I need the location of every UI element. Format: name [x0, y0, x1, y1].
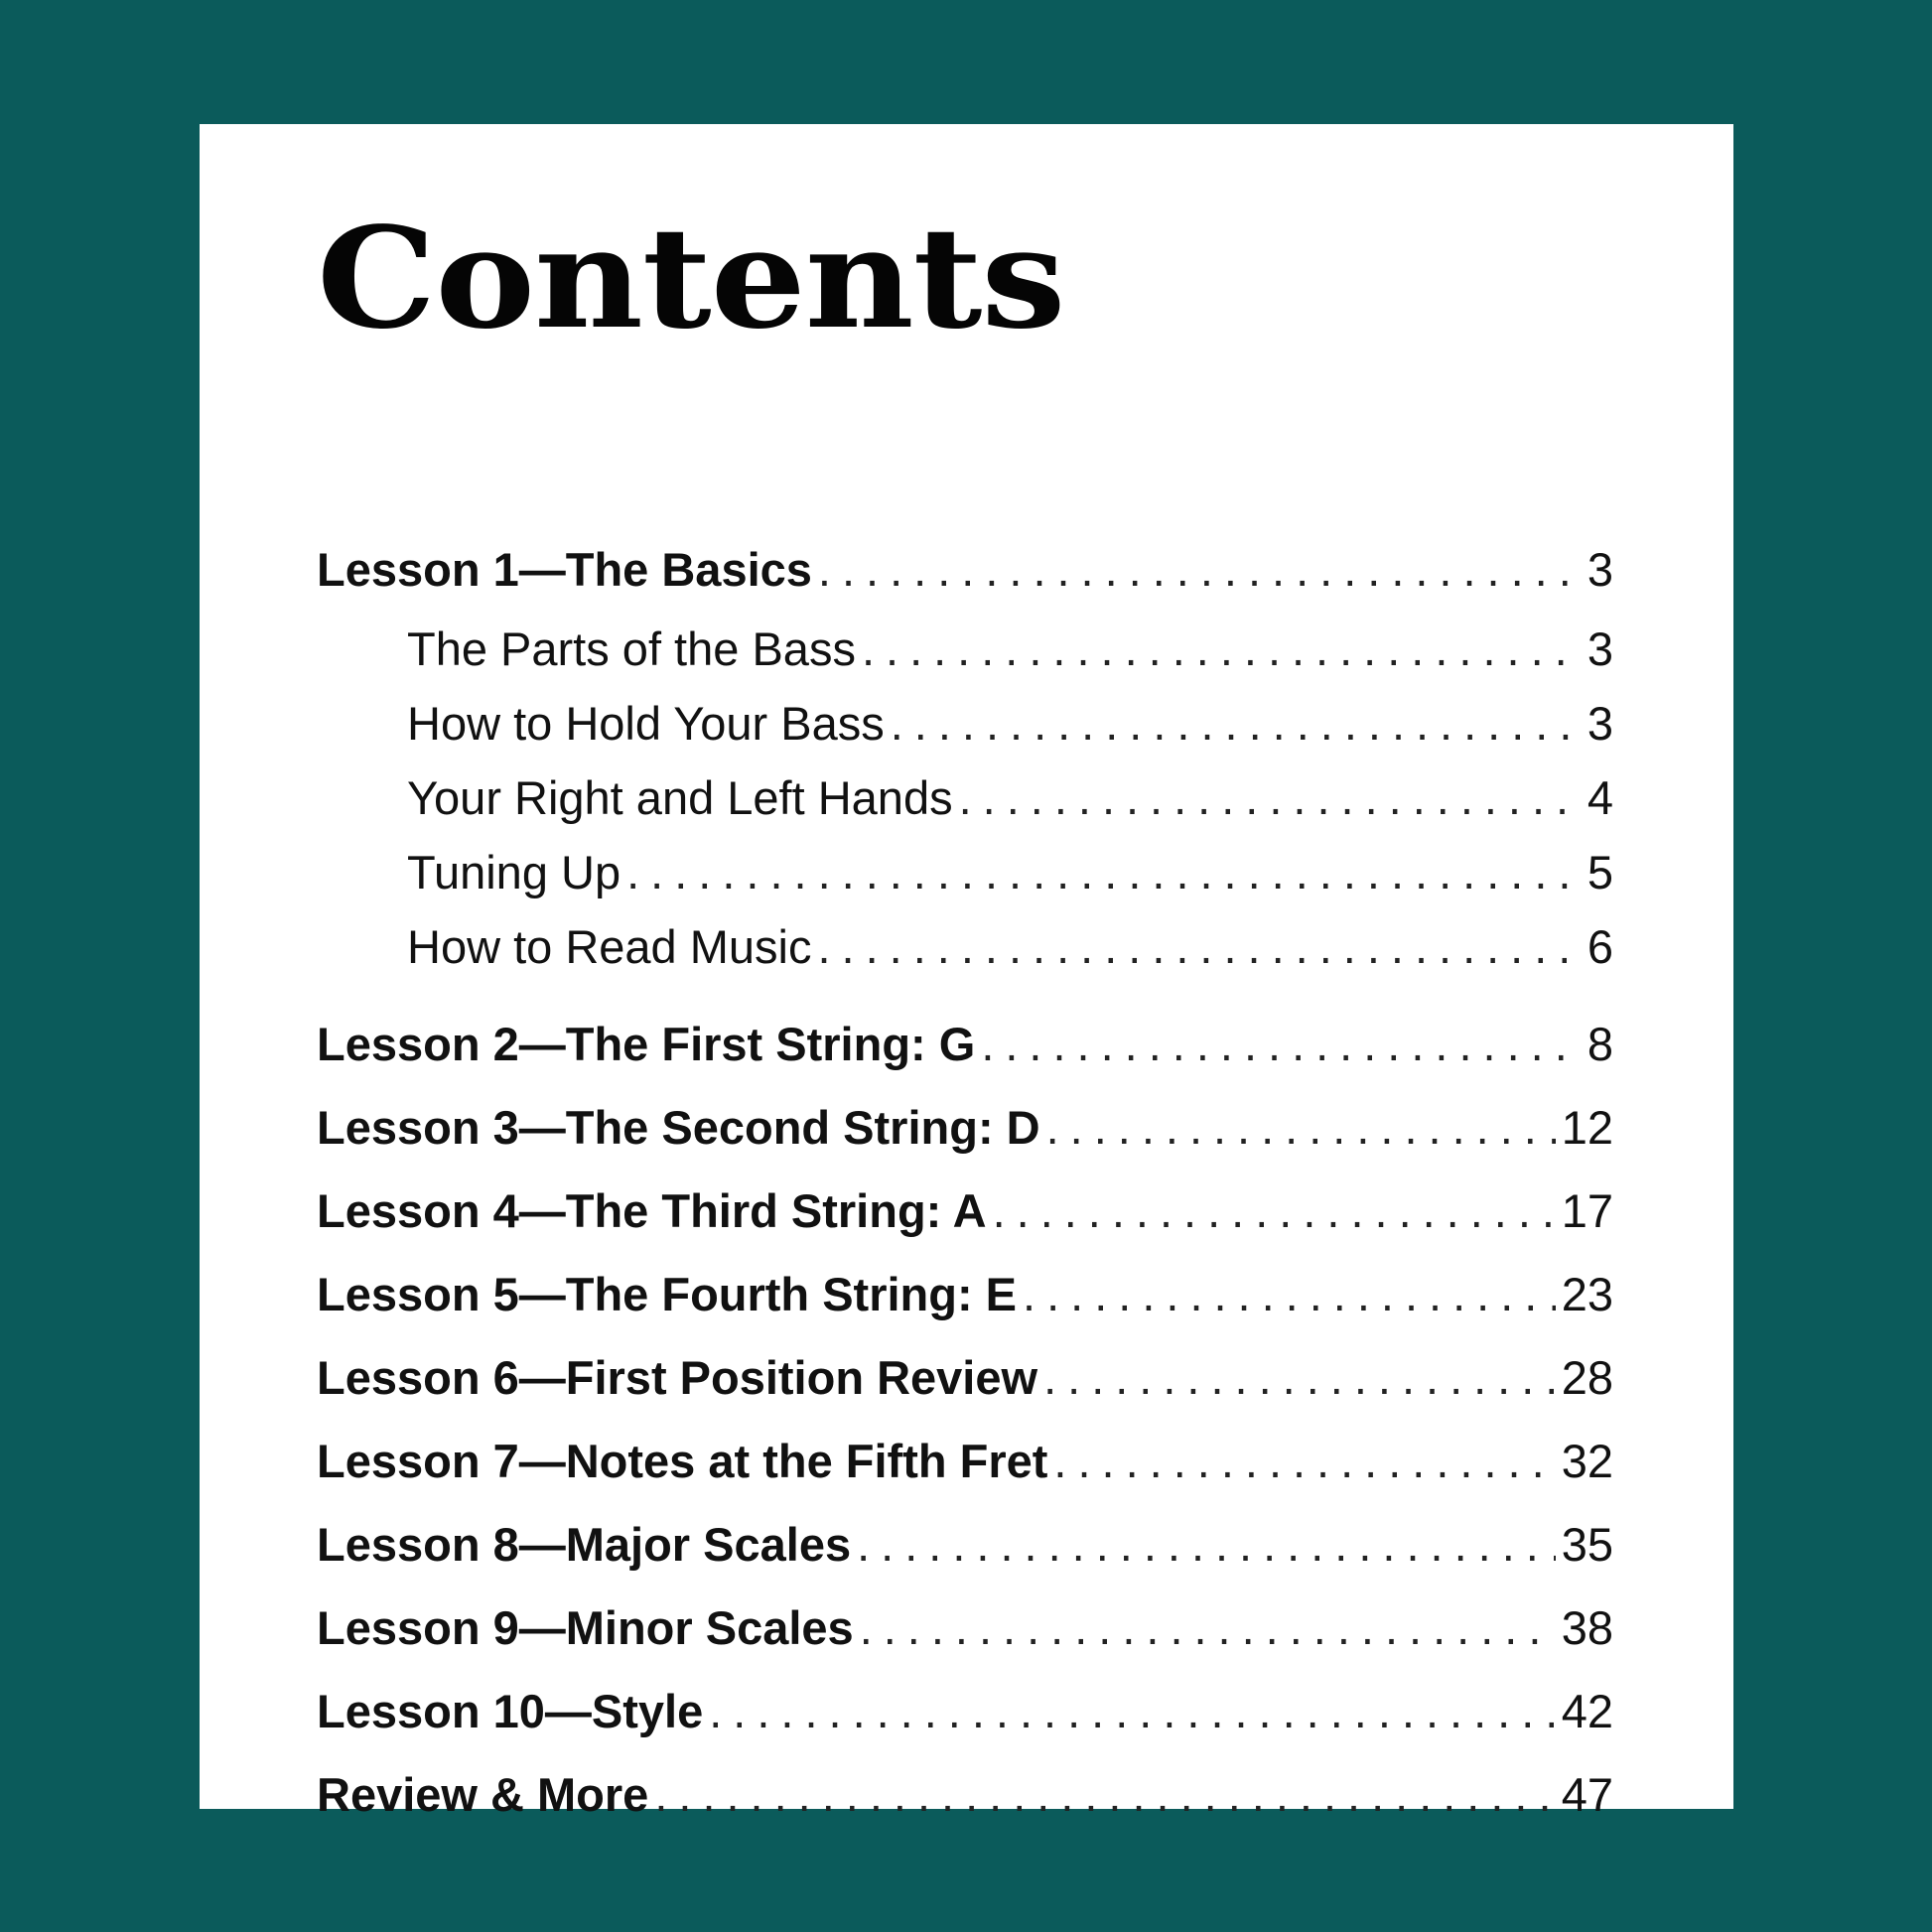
dot-leader — [818, 528, 1582, 612]
toc-entry-page: 3 — [1587, 622, 1613, 675]
toc-entry-page: 38 — [1561, 1601, 1613, 1654]
dot-leader — [860, 1587, 1556, 1670]
toc-entry-label: How to Read Music — [407, 920, 812, 973]
dot-leader — [1023, 1253, 1556, 1336]
dot-leader — [626, 835, 1582, 909]
toc-entry-label: Lesson 9—Minor Scales — [317, 1601, 854, 1654]
dot-leader — [654, 1753, 1555, 1837]
toc-entry-page: 42 — [1561, 1685, 1613, 1737]
toc-entry-lesson-3[interactable] — [317, 1086, 1613, 1170]
toc-entry-label: Tuning Up — [407, 846, 621, 898]
dot-leader — [993, 1170, 1556, 1253]
toc-entry-label: The Parts of the Bass — [407, 622, 856, 675]
dot-leader — [1046, 1086, 1556, 1170]
toc-entry-label: Your Right and Left Hands — [407, 771, 953, 824]
toc-entry-page: 6 — [1587, 920, 1613, 973]
toc-entry-page: 3 — [1587, 543, 1613, 596]
toc-entry-lesson-4[interactable] — [317, 1170, 1613, 1253]
toc-entry-page: 12 — [1561, 1101, 1613, 1154]
toc-entry-lesson-6[interactable] — [317, 1336, 1613, 1420]
toc-subentry-tuning-up[interactable] — [317, 835, 1613, 909]
dot-leader — [1043, 1336, 1556, 1420]
toc-entry-lesson-7[interactable] — [317, 1420, 1613, 1503]
toc-entry-label: Lesson 6—First Position Review — [317, 1351, 1038, 1404]
dot-leader — [891, 686, 1582, 760]
dot-leader — [1053, 1420, 1555, 1503]
toc-entry-lesson-10[interactable] — [317, 1670, 1613, 1753]
toc-entry-label: Lesson 10—Style — [317, 1685, 704, 1737]
toc-entry-page: 28 — [1561, 1351, 1613, 1404]
contents-page — [200, 124, 1733, 1821]
toc-entry-page: 3 — [1587, 697, 1613, 750]
toc-entry-page: 23 — [1561, 1268, 1613, 1320]
table-of-contents — [317, 528, 1613, 1837]
toc-entry-page: 5 — [1587, 846, 1613, 898]
toc-subentry-hold-bass[interactable] — [317, 686, 1613, 760]
toc-entry-page: 17 — [1561, 1184, 1613, 1237]
toc-entry-page: 4 — [1587, 771, 1613, 824]
toc-entry-review-more[interactable] — [317, 1753, 1613, 1837]
toc-subentry-read-music[interactable] — [317, 909, 1613, 984]
dot-leader — [981, 1003, 1582, 1086]
toc-subentry-hands[interactable] — [317, 760, 1613, 835]
toc-entry-label: Lesson 1—The Basics — [317, 543, 812, 596]
toc-entry-lesson-5[interactable] — [317, 1253, 1613, 1336]
toc-entry-page: 32 — [1561, 1435, 1613, 1487]
dot-leader — [862, 612, 1582, 686]
toc-entry-label: Lesson 5—The Fourth String: E — [317, 1268, 1018, 1320]
toc-entry-lesson-1[interactable] — [317, 528, 1613, 612]
toc-entry-label: How to Hold Your Bass — [407, 697, 885, 750]
toc-entry-label: Lesson 8—Major Scales — [317, 1518, 852, 1571]
toc-entry-page: 8 — [1587, 1018, 1613, 1070]
toc-entry-lesson-2[interactable] — [317, 1003, 1613, 1086]
toc-entry-lesson-8[interactable] — [317, 1503, 1613, 1587]
toc-entry-page: 35 — [1561, 1518, 1613, 1571]
toc-subentry-parts-of-bass[interactable] — [317, 612, 1613, 686]
dot-leader — [857, 1503, 1556, 1587]
dot-leader — [709, 1670, 1556, 1753]
toc-entry-label: Lesson 4—The Third String: A — [317, 1184, 987, 1237]
toc-entry-label: Lesson 7—Notes at the Fifth Fret — [317, 1435, 1048, 1487]
toc-entry-label: Review & More — [317, 1768, 649, 1821]
toc-entry-label: Lesson 3—The Second String: D — [317, 1101, 1040, 1154]
page-title: Contents — [317, 198, 1065, 360]
toc-entry-page: 47 — [1561, 1768, 1613, 1821]
dot-leader — [959, 760, 1582, 835]
toc-entry-label: Lesson 2—The First String: G — [317, 1018, 976, 1070]
toc-entry-lesson-9[interactable] — [317, 1587, 1613, 1670]
dot-leader — [818, 909, 1582, 984]
